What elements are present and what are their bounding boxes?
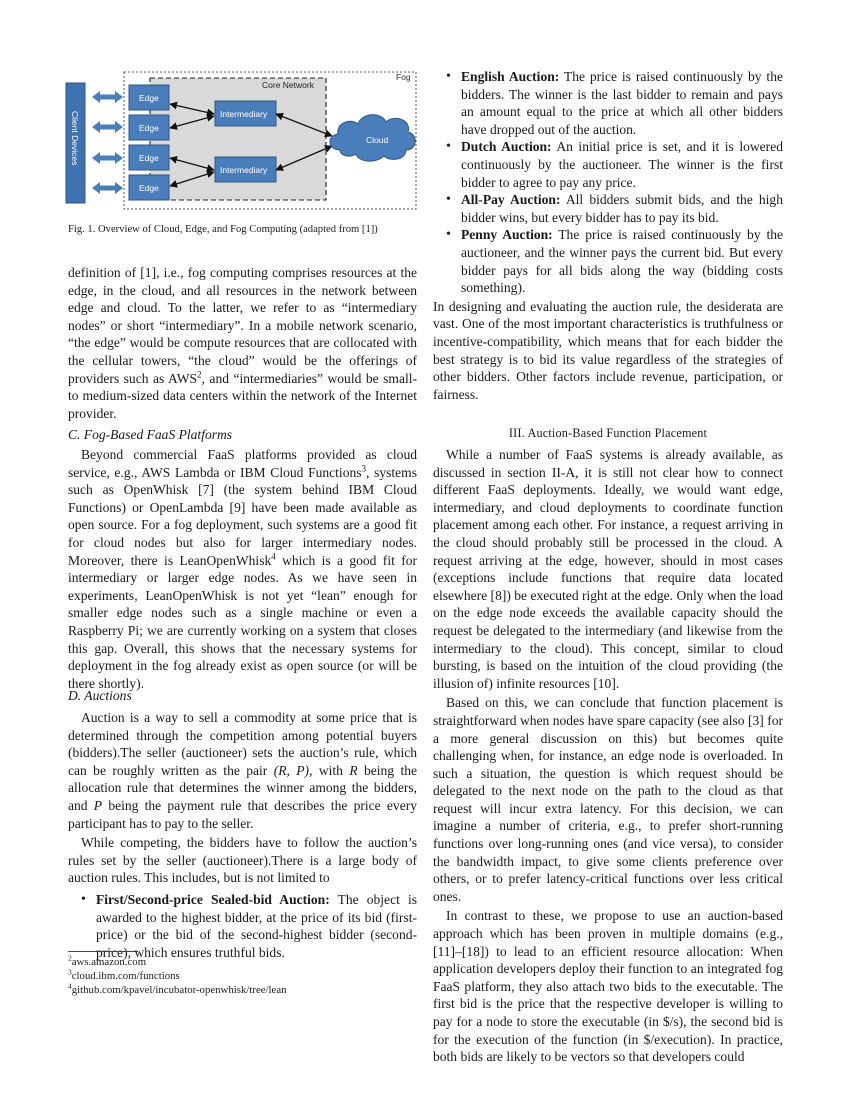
edge-node-3 xyxy=(129,145,169,170)
paragraph-auction-definition: Auction is a way to sell a commodity at some price that is determined through the competition among potential buyers (bidders).The seller (auctioneer) sets the auction’s rule, which can be roughly written as the pair (R, P), with R being the allocation rule that determines the winner among the bidders, and P being the payment rule that describes the price every participant has to pay to the seller. xyxy=(68,710,418,831)
fog-label: Fog xyxy=(396,72,411,82)
list-item: • All-Pay Auction: All bidders submit bids, and the high bidder wins, but every bidder has to pay its bid. xyxy=(433,191,783,226)
list-item: • First/Second-price Sealed-bid Auction: The object is awarded to the highest bidder, at the price of its bid (first-price) or the bid of the second-highest bidder (second-price), which ensures truthful bids. xyxy=(68,891,417,961)
list-item: • Dutch Auction: An initial price is set, and it is lowered continuously by the auctioneer. The winner is the first bidder to agree to pay any price. xyxy=(433,138,783,191)
core-network-label: Core Network xyxy=(262,80,314,90)
edge-node-4 xyxy=(129,175,169,200)
figure-caption: Fig. 1. Overview of Cloud, Edge, and Fog Computing (adapted from [1]) xyxy=(68,224,378,235)
left-column-top xyxy=(68,264,417,422)
footnote-2: $^2$aws.amazon.com xyxy=(68,953,147,968)
section-title: III. Auction-Based Function Placement xyxy=(508,426,708,440)
paragraph-function-placement: Based on this, we can conclude that function placement is straightforward when nodes have spare capacity (see also [3] for a more general discussion on this) but becomes quite challenging when, for instance, an edge node is overloaded. In such a situation, the question is which request should be delegated to the next node on the path to the cloud as that request will incur extra latency. For this decision, we can imagine a number of criteria, e.g., to prefer short-running functions over long-running ones (and vice versa), to consider the bandwidth impact, to give some clients preference over others, or to prefer latency-critical functions over less critical ones. xyxy=(433,695,783,904)
intermediary-node-1 xyxy=(215,101,276,126)
svg-text:Edge: Edge xyxy=(139,153,159,163)
list-item: • English Auction: The price is raised continuously by the bidders. The winner is the last bidder to remain and pays an amount equal to the price at which all other bidders have dropped out of the auction. xyxy=(433,68,783,138)
edge-node-1 xyxy=(129,85,169,110)
footnote-3: $^3$cloud.ibm.com/functions xyxy=(68,967,180,982)
list-item: • Penny Auction: The price is raised continuously by the auctioneer, and the winner pays the current bid. But every bidder pays for all bids along the way (bidding costs something). xyxy=(433,226,783,296)
cloud-icon xyxy=(330,115,415,161)
auction-list-right xyxy=(433,68,783,297)
footnote-divider xyxy=(68,951,138,952)
paragraph-faas-platforms: Beyond commercial FaaS platforms provided as cloud service, e.g., AWS Lambda or IBM Cloud Functions$^3$, systems such as OpenWhisk [7] (the system behind IBM Cloud Functions) or OpenLambda [9] have been made available as open source. For a fog deployment, such systems are a good fit for cloud nodes but also for larger intermediary nodes. Moreover, there is LeanOpenWhisk$^4$ which is a good fit for intermediary or larger edge nodes. As we have seen in experiments, LeanOpenWhisk is not yet “lean” enough for smaller edge nodes such as a single machine or even a Raspberry Pi; we are currently working on a system that closes this gap. Overall, this shows that the necessary systems for deployment in the fog already exist as open source (or will be there shortly). xyxy=(68,447,417,691)
paragraph-fog-definition: definition of [1], i.e., fog computing comprises resources at the edge, in the cloud, and all resources in the network between edge and cloud. To the latter, we refer to as “intermediary nodes” or short “intermediary”. In a mobile network scenario, “the edge” would be compute resources that are collocated with the cellular towers, “the cloud” would be the offerings of providers such as AWS$^2$, and “intermediaries” would be small- to medium-sized data centers within the network of the Internet provider. xyxy=(68,265,417,421)
client-edge-arrows xyxy=(92,91,123,194)
client-devices-label: Client Devices xyxy=(70,111,80,166)
svg-text:Intermediary: Intermediary xyxy=(220,165,268,175)
svg-text:Edge: Edge xyxy=(139,183,159,193)
left-column-faas xyxy=(68,446,417,692)
left-column-auctions xyxy=(68,709,417,961)
paragraph-desiderata: In designing and evaluating the auction rule, the desiderata are vast. One of the most important characteristics is truthfulness or incentive-compatibility, which means that for each bidder the best strategy is to bid its value regardless of the strategies of other bidders. Other factors include revenue, participation, or fairness. xyxy=(433,298,783,402)
paragraph-auction-approach: In contrast to these, we propose to use an auction-based approach which has been proven in multiple domains (e.g., [11]–[18]) to lead to an efficient resource allocation: When application developers deploy their function to an integrated fog FaaS platform, they also attach two bids to the executable. The first bid is the price that the respective developer is willing to pay for a node to store the executable (in $/s), the second bid is for the execution of the function (in $/execution). In practice, both bids are likely to be vectors so that developers could xyxy=(433,908,783,1065)
heading-fog-faas-platforms: C. Fog-Based FaaS Platforms xyxy=(68,427,233,442)
intermediary-node-2 xyxy=(215,157,276,182)
footnote-4: $^4$github.com/kpavel/incubator-openwhisk/tree/lean xyxy=(68,981,287,996)
fog-architecture-figure xyxy=(60,66,430,211)
right-column-bullets xyxy=(433,68,783,403)
paragraph-auction-rules: While competing, the bidders have to follow the auction’s rules set by the seller (auctioneer).There is a large body of auction rules. This includes, but is not limited to xyxy=(68,835,417,886)
svg-text:Edge: Edge xyxy=(139,93,159,103)
svg-text:Edge: Edge xyxy=(139,123,159,133)
cloud-label: Cloud xyxy=(366,135,389,145)
svg-text:Intermediary: Intermediary xyxy=(220,109,268,119)
right-column-section3 xyxy=(433,446,783,1066)
heading-auctions: D. Auctions xyxy=(68,688,132,703)
paragraph-faas-coordination: While a number of FaaS systems is already available, as discussed in section II-A, it is still not clear how to connect different FaaS deployments. Ideally, we would want edge, intermediary, and cloud deployments to coordinate function placement among each other. For instance, a request arriving in the cloud should probably still be processed in the cloud. A request arriving at the edge, however, should in most cases (exceptions include functions that require data located elsewhere [8]) be executed right at the edge. Only when the load on the edge node exceeds the available capacity should the request be delegated to the intermediary (and likewise from the intermediary to the cloud). This concept, similar to cloud bursting, is based on the intuition of the cloud providing (the illusion of) infinite resources [10]. xyxy=(433,447,783,691)
edge-node-2 xyxy=(129,115,169,140)
